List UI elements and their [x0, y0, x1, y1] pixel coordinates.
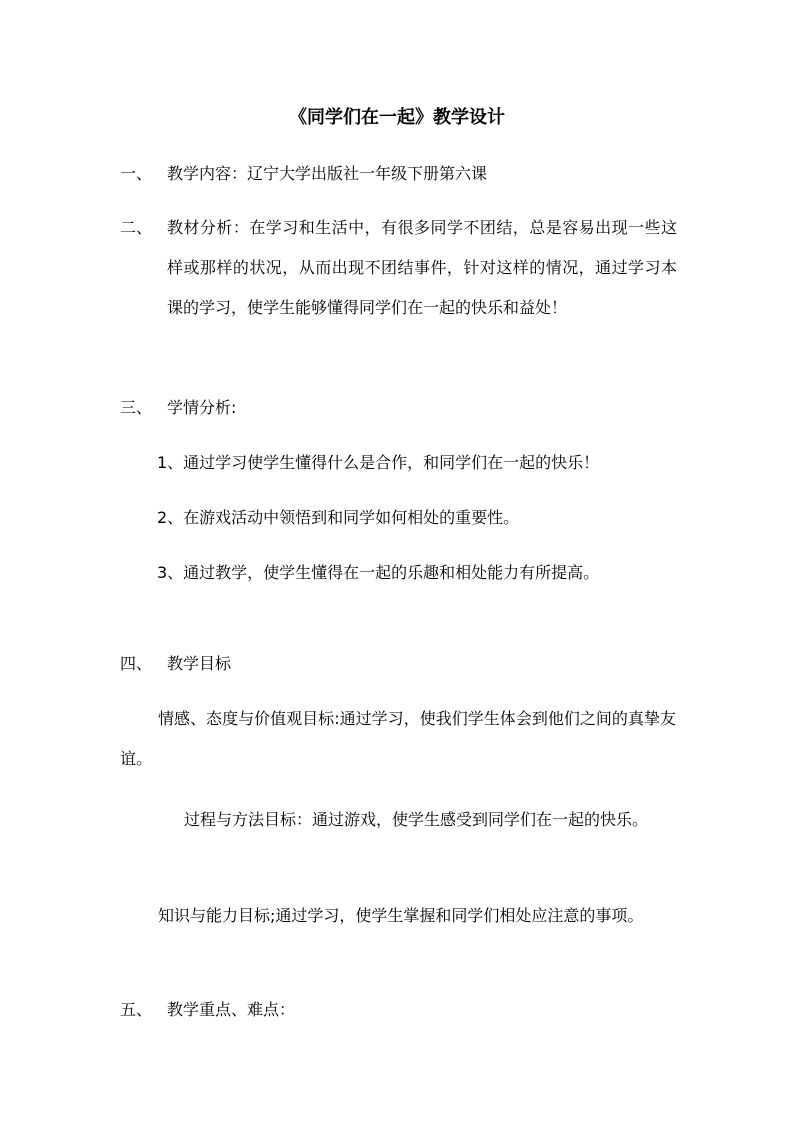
section-2-text: 教材分析：在学习和生活中，有很多同学不团结，总是容易出现一些这样或那样的状况，从而出现不团结事件，针对这样的情况，通过学习本课的学习，使学生能够懂得同学们在一起的快乐和益处！ [167, 218, 677, 317]
section-3-text: 学情分析: [167, 398, 237, 417]
section-4-paragraph-3: 知识与能力目标;通过学习，使学生掌握和同学们相处应注意的事项。 [158, 906, 644, 925]
section-1-number: 一、 [120, 164, 153, 183]
section-4-paragraph-2: 过程与方法目标：通过游戏，使学生感受到同学们在一起的快乐。 [184, 810, 649, 829]
section-1-text: 教学内容：辽宁大学出版社一年级下册第六课 [167, 164, 488, 183]
section-5-text: 教学重点、难点： [167, 1000, 296, 1019]
section-3-number: 三、 [120, 398, 153, 417]
section-4-text: 教学目标 [167, 654, 232, 673]
section-2-number: 二、 [120, 218, 153, 237]
section-4-number: 四、 [120, 654, 153, 673]
section-3-item-3: 3、通过教学，使学生懂得在一起的乐趣和相处能力有所提高。 [157, 563, 600, 582]
section-3-item-2: 2、在游戏活动中领悟到和同学如何相处的重要性。 [157, 508, 520, 527]
document-title: 《同学们在一起》教学设计 [289, 107, 505, 128]
section-5-number: 五、 [120, 1000, 153, 1019]
section-3-item-1: 1、通过学习使学生懂得什么是合作，和同学们在一起的快乐！ [157, 453, 600, 472]
section-4-paragraph-1: 情感、态度与价值观目标:通过学习，使我们学生体会到他们之间的真挚友谊。 [120, 709, 676, 768]
